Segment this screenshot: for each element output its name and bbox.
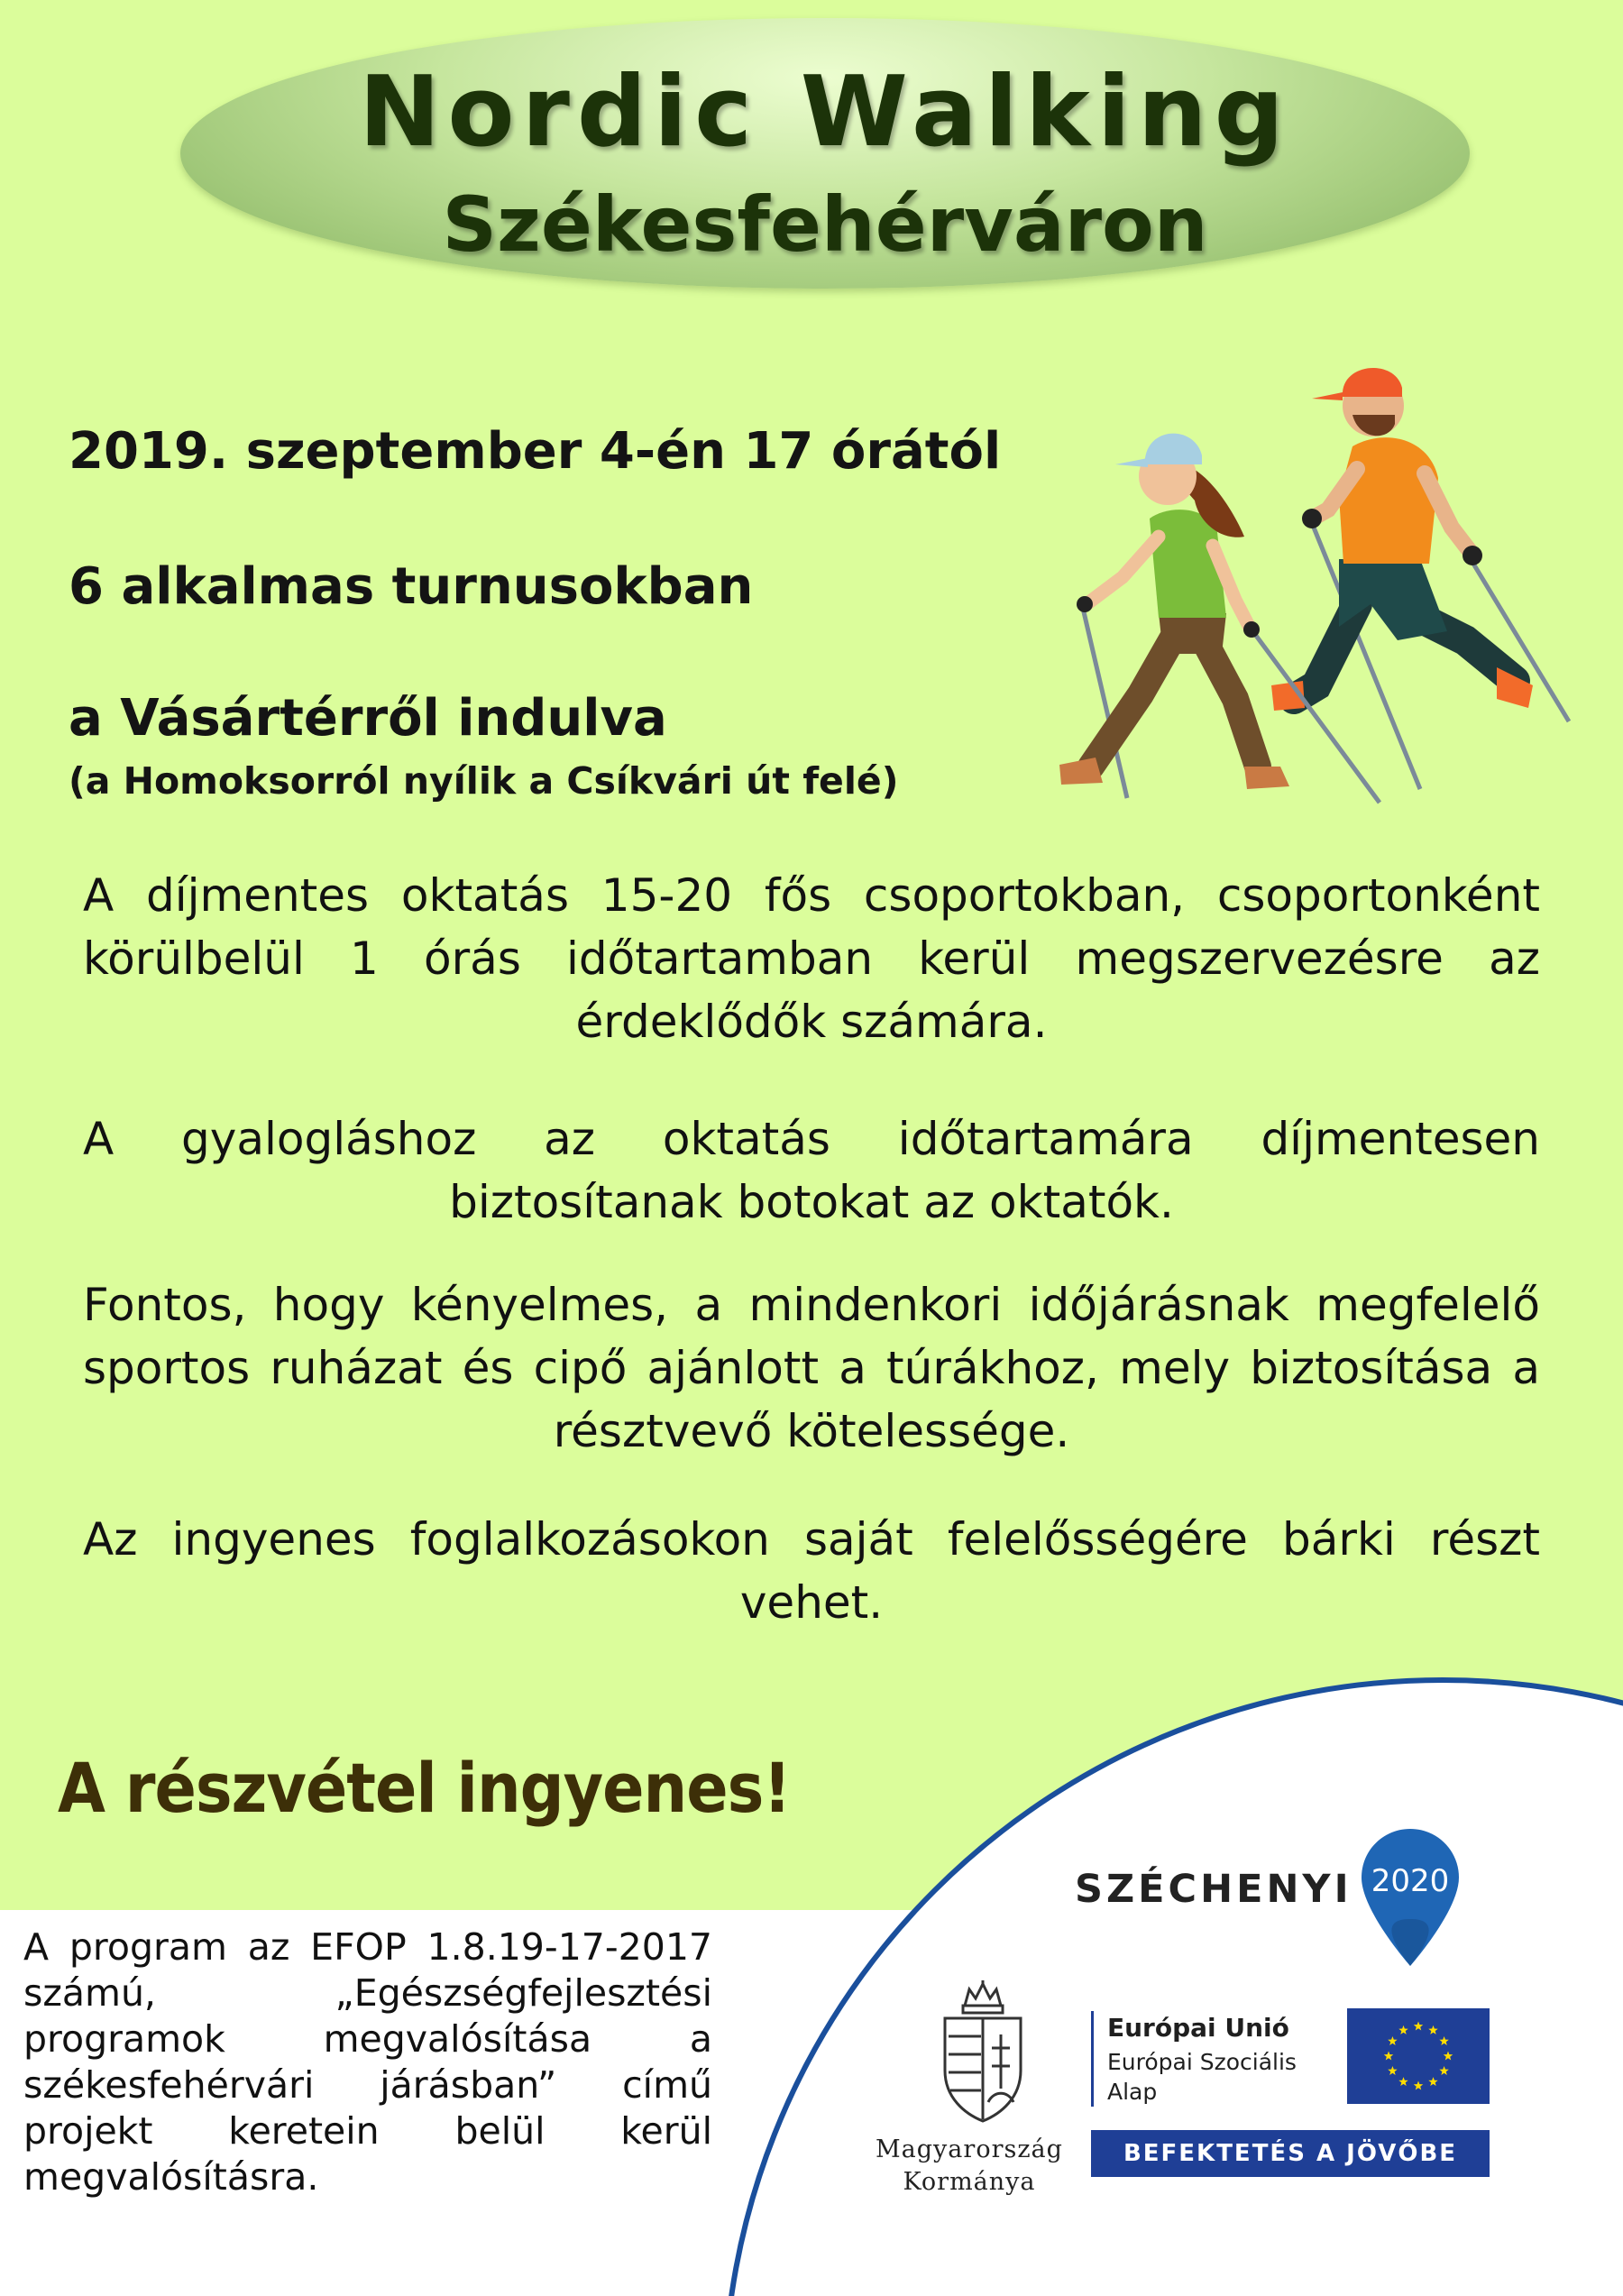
event-date: 2019. szeptember 4-én 17 órától — [69, 422, 1002, 481]
eu-title: Európai Unió — [1107, 2013, 1289, 2043]
nordic-walkers-illustration — [1041, 343, 1582, 830]
szechenyi-2020-logo — [1075, 1825, 1490, 1952]
eu-flag-icon — [1347, 2008, 1490, 2104]
paragraph-responsibility: Az ingyenes foglalkozásokon saját felelősségére bárki részt vehet. — [83, 1513, 1540, 1629]
government-label-line1: Magyarország — [876, 2135, 1063, 2163]
page-title: Nordic Walking — [358, 56, 1291, 169]
event-place-note: (a Homoksorról nyílik a Csíkvári út felé) — [69, 759, 899, 803]
eu-subtitle: Európai Szociális Alap — [1107, 2049, 1297, 2105]
event-rounds: 6 alkalmas turnusokban — [69, 557, 754, 616]
footer-logo-circle — [721, 1677, 1623, 2296]
szechenyi-year: 2020 — [1371, 1863, 1450, 1899]
eu-investment-banner: BEFEKTETÉS A JÖVŐBE — [1091, 2130, 1490, 2177]
free-participation-heading: A részvétel ingyenes! — [58, 1748, 791, 1828]
eu-divider — [1091, 2011, 1094, 2107]
paragraph-training: A díjmentes oktatás 15-20 fős csoportokban, csoportonként körülbelül 1 órás időtartamban kerül megszervezésre az érdeklődők számára. — [83, 869, 1540, 1048]
szechenyi-wordmark: SZÉCHENYI — [1075, 1867, 1352, 1912]
government-label-line2: Kormánya — [903, 2168, 1036, 2196]
page-subtitle: Székesfehérváron — [442, 180, 1208, 269]
paragraph-clothing: Fontos, hogy kényelmes, a mindenkori időjárásnak megfelelő sportos ruházat és cipő ajánlott a túrákhoz, mely biztosítása a résztvevő kötelessége. — [83, 1279, 1540, 1457]
program-funding-text: A program az EFOP 1.8.19-17-2017 számú, „Egészségfejlesztési programok megvalósítása a székesfehérvári járásban” című projekt keretein belül kerül megvalósításra. — [23, 1925, 712, 2199]
coat-of-arms-icon — [929, 1980, 1037, 2125]
paragraph-poles: A gyalogláshoz az oktatás időtartamára díjmentesen biztosítanak botokat az oktatók. — [83, 1113, 1540, 1228]
event-place: a Vásártérről indulva — [69, 689, 667, 748]
government-label — [857, 2134, 1082, 2199]
